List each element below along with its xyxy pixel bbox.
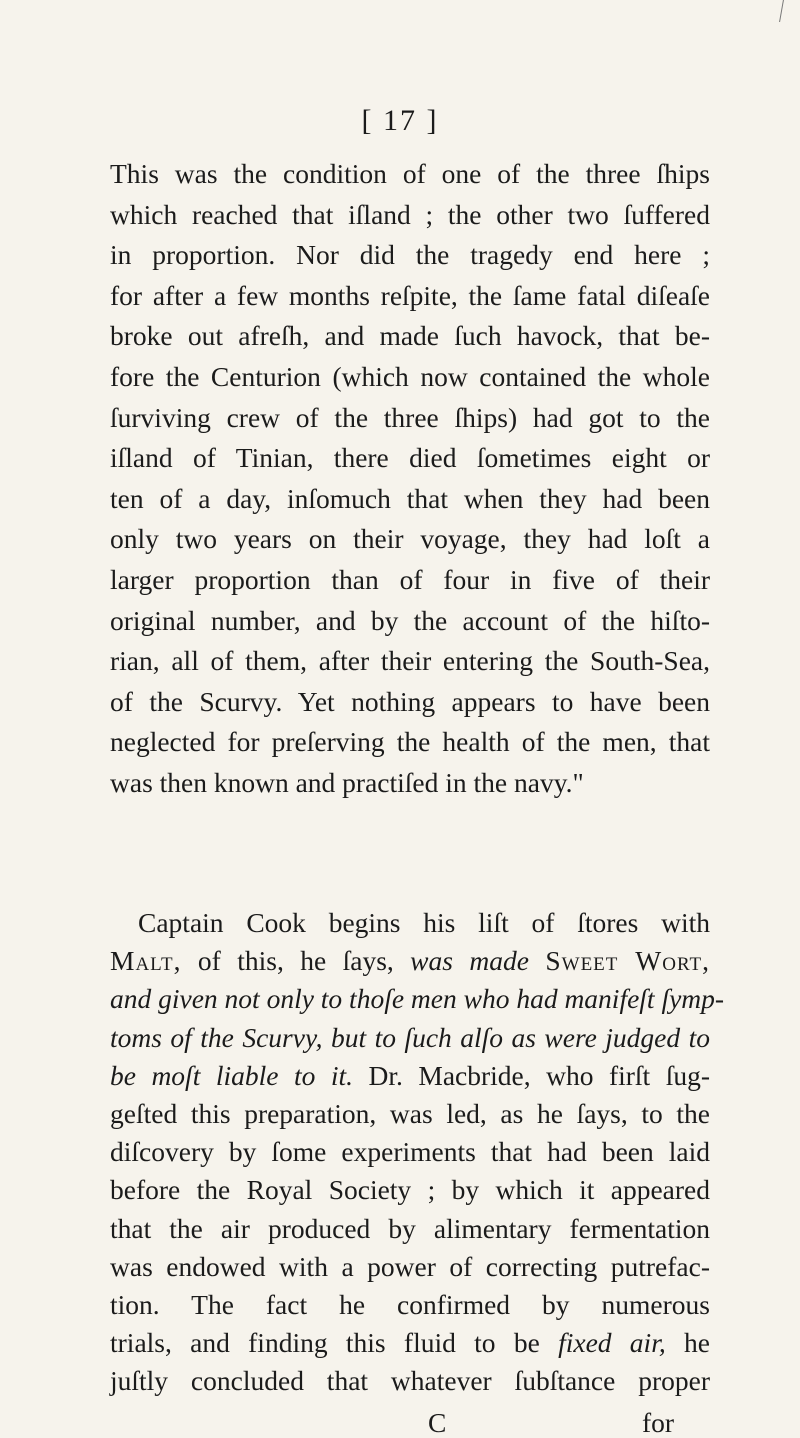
- text-line: [110, 1248, 710, 1286]
- line-text: Dr. Macbride, who firſt ſug-: [353, 1059, 710, 1091]
- text-line: iſland of Tinian, there died ſometimes eight or: [110, 442, 710, 474]
- text-line: [110, 1286, 710, 1324]
- line-text: trials, and finding this fluid to be: [110, 1327, 559, 1359]
- text-line: broke out afreſh, and made ſuch havock, that be-: [110, 320, 710, 352]
- text-line: rian, all of them, after their entering the South-Sea,: [110, 645, 710, 677]
- italic-text: toms of the Scurvy, but to ſuch alſo as were judged to: [110, 1021, 710, 1053]
- italic-text: and given not only to thoſe men who had manifeſt ſymp-: [110, 983, 725, 1015]
- page-corner-mark: [779, 0, 800, 22]
- text-line: ten of a day, inſomuch that when they had been: [110, 482, 710, 514]
- text-line: [110, 1095, 710, 1133]
- text-line: [110, 1362, 710, 1400]
- line-text: geſted this preparation, was led, as he ſays, to the: [110, 1097, 710, 1129]
- line-text: was endowed with a power of correcting putrefac-: [110, 1250, 710, 1282]
- text-line: original number, and by the account of the hiſto-: [110, 604, 710, 636]
- text-line: only two years on their voyage, they had loſt a: [110, 523, 710, 555]
- italic-text: was made: [410, 945, 529, 977]
- line-text: tion. The fact he confirmed by numerous: [110, 1288, 710, 1320]
- text-line: neglected for preſerving the health of the men, that: [110, 726, 710, 758]
- small-caps-term: Sweet Wort,: [545, 945, 710, 977]
- text-line: [110, 1210, 710, 1248]
- line-text: that the air produced by alimentary fermentation: [110, 1212, 710, 1244]
- text-line: [110, 1171, 710, 1209]
- text-line: for after a few months reſpite, the ſame fatal diſeaſe: [110, 279, 710, 311]
- line-text: he: [665, 1327, 710, 1359]
- line-text: before the Royal Society ; by which it appeared: [110, 1174, 710, 1206]
- italic-text: fixed air,: [558, 1327, 666, 1359]
- paragraph-2: [110, 904, 725, 1400]
- small-caps-term: Malt,: [110, 945, 182, 977]
- text-line: [110, 1324, 710, 1362]
- text-line: in proportion. Nor did the tragedy end here ;: [110, 239, 710, 271]
- text-line: [110, 1133, 710, 1171]
- line-text: Captain Cook begins his liſt of ſtores with: [138, 907, 710, 938]
- text-line: [110, 980, 725, 1018]
- text-line: [110, 1019, 710, 1057]
- text-line: larger proportion than of four in five of their: [110, 563, 710, 595]
- text-line: This was the condition of one of the three ſhips: [110, 158, 710, 189]
- text-line: [110, 1057, 710, 1095]
- text-line: ſurviving crew of the three ſhips) had got to the: [110, 401, 710, 433]
- line-text: [529, 945, 545, 976]
- signature-mark: C: [428, 1407, 447, 1438]
- line-text: juſtly concluded that whatever ſubſtance proper: [110, 1365, 710, 1397]
- text-line: was then known and practiſed in the navy.": [110, 766, 584, 798]
- paragraph-1: [110, 154, 710, 804]
- catchword: for: [642, 1407, 675, 1438]
- line-text: of this, he ſays,: [181, 945, 411, 977]
- text-line: of the Scurvy. Yet nothing appears to have been: [110, 685, 710, 717]
- text-line: which reached that iſland ; the other two ſuffered: [110, 198, 710, 230]
- text-line: [110, 942, 710, 980]
- text-line: fore the Centurion (which now contained the whole: [110, 360, 710, 392]
- text-line: [110, 904, 710, 942]
- line-text: diſcovery by ſome experiments that had been laid: [110, 1136, 710, 1168]
- italic-text: be moſt liable to it.: [110, 1059, 353, 1091]
- page-number: [ 17 ]: [361, 104, 439, 137]
